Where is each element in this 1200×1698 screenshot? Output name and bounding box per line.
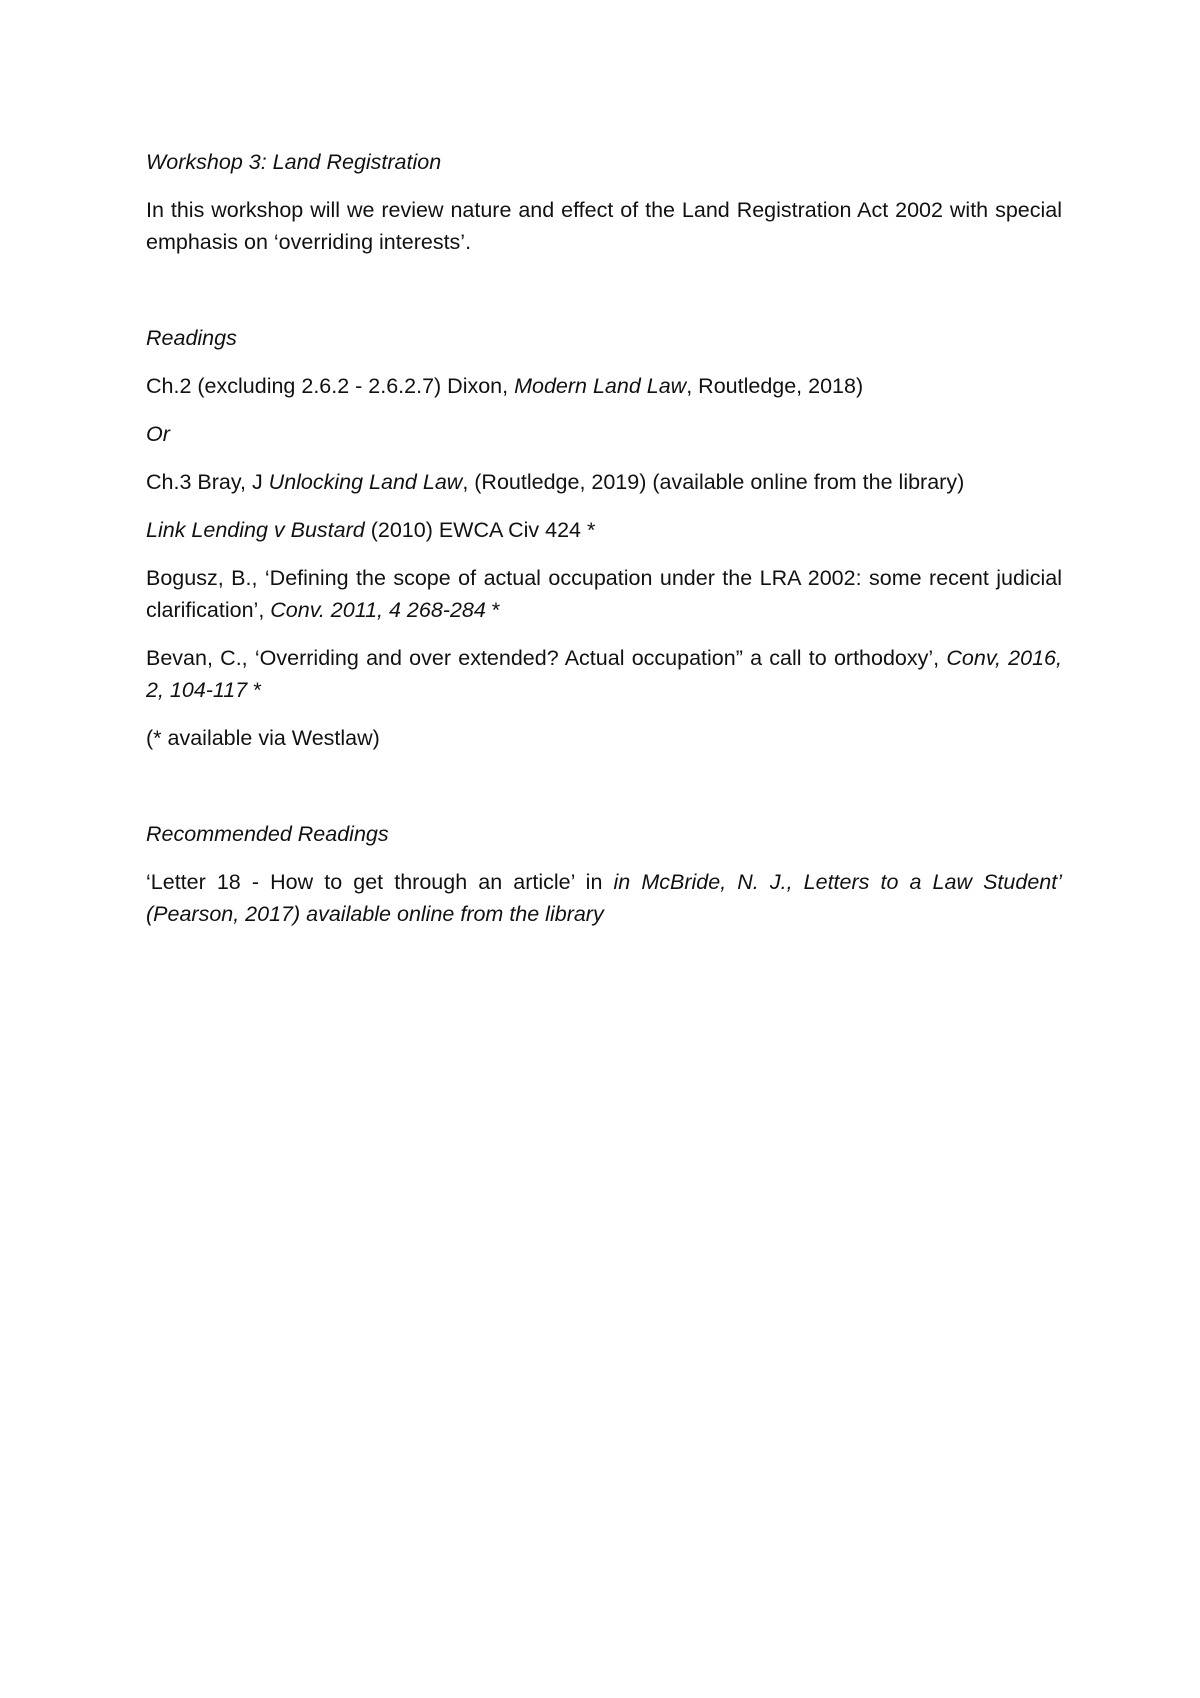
spacer xyxy=(146,770,1062,818)
intro-paragraph: In this workshop will we review nature and effect of the Land Registration Act 2002 with special emphasis on ‘overriding interests’. xyxy=(146,198,1062,254)
reading-item-bevan xyxy=(146,642,1062,706)
reading-item-bogusz xyxy=(146,562,1062,626)
reading-text: * xyxy=(247,678,262,702)
reading-journal-ref: Conv, 2016, 2, 104-117 xyxy=(146,646,1062,702)
reading-journal-ref: Conv. 2011, 4 268-284 xyxy=(270,598,486,622)
reading-item-case xyxy=(146,514,1062,546)
readings-heading: Readings xyxy=(146,326,237,350)
recommended-item xyxy=(146,866,1062,930)
reading-text: Ch.3 Bray, J xyxy=(146,470,269,494)
recommended-heading: Recommended Readings xyxy=(146,822,389,846)
reading-text: Ch.2 (excluding 2.6.2 - 2.6.2.7) Dixon, xyxy=(146,374,515,398)
reading-case-name: Link Lending v Bustard xyxy=(146,518,365,542)
reading-text: , Routledge, 2018) xyxy=(686,374,864,398)
reading-text: ‘Letter 18 - How to get through an article’ in xyxy=(146,870,614,894)
reading-or: Or xyxy=(146,422,170,446)
workshop-title: Workshop 3: Land Registration xyxy=(146,150,442,174)
reading-note-westlaw: (* available via Westlaw) xyxy=(146,726,380,750)
reading-book-title: Modern Land Law xyxy=(514,374,687,398)
reading-item-bray xyxy=(146,466,1062,498)
spacer xyxy=(146,274,1062,322)
reading-item-dixon xyxy=(146,370,1062,402)
reading-text: , (Routledge, 2019) (available online from the library) xyxy=(462,470,965,494)
reading-text: Bevan, C., ‘Overriding and over extended? Actual occupation” a call to orthodoxy’, xyxy=(146,646,947,670)
reading-text: Bogusz, B., ‘Defining the scope of actual occupation under the LRA 2002: some recent judicial clarification’, xyxy=(146,566,1062,622)
reading-text: * xyxy=(485,598,501,622)
document-body xyxy=(146,146,1062,946)
reading-book-title: in McBride, N. J., Letters to a Law Student’ (Pearson, 2017) available online from the library xyxy=(146,870,1062,926)
reading-book-title: Unlocking Land Law xyxy=(268,470,463,494)
reading-text: (2010) EWCA Civ 424 * xyxy=(364,518,596,542)
